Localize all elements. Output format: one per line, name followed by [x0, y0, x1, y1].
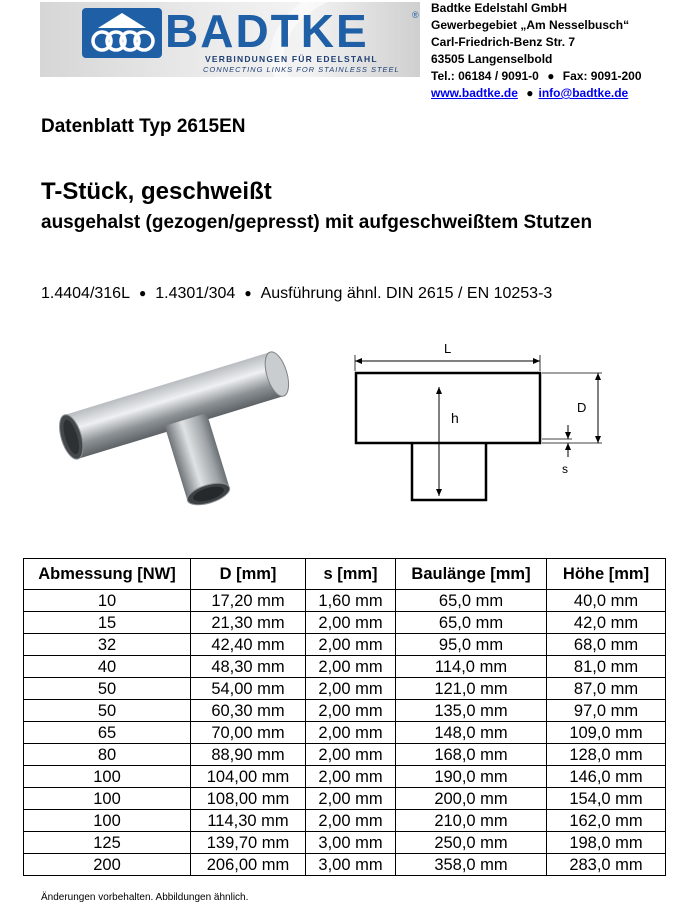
cell-diameter: 54,00 mm — [191, 678, 306, 700]
cell-size: 65 — [24, 722, 191, 744]
dimension-label-h: h — [451, 410, 459, 426]
dimension-label-L: L — [444, 341, 452, 356]
cell-wall: 2,00 mm — [306, 656, 396, 678]
cell-length: 65,0 mm — [396, 612, 547, 634]
table-row — [24, 810, 666, 832]
page-subtitle: ausgehalst (gezogen/gepresst) mit aufgeschweißtem Stutzen — [41, 212, 593, 233]
company-street1: Gewerbegebiet „Am Nesselbusch“ — [431, 18, 630, 32]
table-row — [24, 744, 666, 766]
col-header-length: Baulänge [mm] — [396, 559, 547, 590]
company-address — [431, 0, 642, 102]
footer-note: Änderungen vorbehalten. Abbildungen ähnlich. — [41, 892, 249, 903]
cell-diameter: 21,30 mm — [191, 612, 306, 634]
cell-length: 200,0 mm — [396, 788, 547, 810]
logo-brand-name: BADTKE — [165, 5, 369, 57]
materials-line — [41, 285, 552, 303]
table-row — [24, 788, 666, 810]
material-1: 1.4404/316L — [41, 285, 130, 302]
cell-diameter: 114,30 mm — [191, 810, 306, 832]
cell-length: 121,0 mm — [396, 678, 547, 700]
cell-size: 80 — [24, 744, 191, 766]
table-row — [24, 590, 666, 612]
cell-height: 97,0 mm — [547, 700, 666, 722]
cell-length: 95,0 mm — [396, 634, 547, 656]
cell-wall: 1,60 mm — [306, 590, 396, 612]
material-2: 1.4301/304 — [155, 285, 236, 302]
cell-diameter: 70,00 mm — [191, 722, 306, 744]
table-row — [24, 678, 666, 700]
cell-length: 190,0 mm — [396, 766, 547, 788]
cell-size: 200 — [24, 854, 191, 876]
cell-diameter: 139,70 mm — [191, 832, 306, 854]
logo-tagline-de: VERBINDUNGEN FÜR EDELSTAHL — [205, 54, 378, 64]
table-header-row — [24, 559, 666, 590]
company-phone: Tel.: 06184 / 9091-0 — [431, 69, 539, 83]
material-standard: Ausführung ähnl. DIN 2615 / EN 10253-3 — [260, 285, 553, 302]
cell-height: 42,0 mm — [547, 612, 666, 634]
bullet-icon: ● — [547, 69, 555, 83]
t-piece-technical-drawing — [340, 333, 610, 508]
cell-length: 358,0 mm — [396, 854, 547, 876]
table-row — [24, 832, 666, 854]
datasheet-type: Datenblatt Typ 2615EN — [41, 116, 246, 137]
cell-size: 100 — [24, 810, 191, 832]
company-street2: Carl-Friedrich-Benz Str. 7 — [431, 35, 576, 49]
cell-wall: 3,00 mm — [306, 832, 396, 854]
cell-size: 100 — [24, 788, 191, 810]
logo-registered-mark: ® — [412, 10, 419, 20]
cell-height: 162,0 mm — [547, 810, 666, 832]
cell-wall: 2,00 mm — [306, 766, 396, 788]
bullet-icon: ● — [244, 286, 252, 300]
table-row — [24, 700, 666, 722]
cell-length: 168,0 mm — [396, 744, 547, 766]
dimension-label-s: s — [562, 462, 568, 476]
cell-wall: 2,00 mm — [306, 744, 396, 766]
cell-height: 109,0 mm — [547, 722, 666, 744]
cell-size: 100 — [24, 766, 191, 788]
cell-size: 32 — [24, 634, 191, 656]
table-row — [24, 656, 666, 678]
cell-height: 87,0 mm — [547, 678, 666, 700]
cell-size: 10 — [24, 590, 191, 612]
cell-diameter: 88,90 mm — [191, 744, 306, 766]
cell-length: 210,0 mm — [396, 810, 547, 832]
table-row — [24, 612, 666, 634]
cell-diameter: 42,40 mm — [191, 634, 306, 656]
cell-height: 283,0 mm — [547, 854, 666, 876]
table-row — [24, 722, 666, 744]
cell-wall: 2,00 mm — [306, 722, 396, 744]
cell-wall: 2,00 mm — [306, 634, 396, 656]
col-header-wall: s [mm] — [306, 559, 396, 590]
cell-height: 68,0 mm — [547, 634, 666, 656]
cell-length: 65,0 mm — [396, 590, 547, 612]
spec-table — [23, 558, 666, 876]
cell-wall: 2,00 mm — [306, 700, 396, 722]
interlocking-rings-logo-icon — [82, 8, 162, 58]
bullet-icon: ● — [526, 86, 534, 100]
cell-diameter: 206,00 mm — [191, 854, 306, 876]
cell-length: 148,0 mm — [396, 722, 547, 744]
table-row — [24, 854, 666, 876]
col-header-height: Höhe [mm] — [547, 559, 666, 590]
company-fax: Fax: 9091-200 — [562, 69, 642, 83]
cell-diameter: 104,00 mm — [191, 766, 306, 788]
cell-size: 50 — [24, 678, 191, 700]
company-contact — [431, 68, 642, 85]
cell-height: 146,0 mm — [547, 766, 666, 788]
cell-size: 50 — [24, 700, 191, 722]
cell-height: 128,0 mm — [547, 744, 666, 766]
cell-diameter: 48,30 mm — [191, 656, 306, 678]
company-city: 63505 Langenselbold — [431, 52, 553, 66]
cell-wall: 2,00 mm — [306, 788, 396, 810]
cell-height: 198,0 mm — [547, 832, 666, 854]
cell-wall: 2,00 mm — [306, 612, 396, 634]
email-link[interactable]: info@badtke.de — [538, 86, 629, 100]
cell-length: 135,0 mm — [396, 700, 547, 722]
cell-size: 40 — [24, 656, 191, 678]
cell-size: 125 — [24, 832, 191, 854]
t-piece-photo — [45, 330, 300, 520]
cell-length: 114,0 mm — [396, 656, 547, 678]
cell-height: 81,0 mm — [547, 656, 666, 678]
cell-wall: 2,00 mm — [306, 810, 396, 832]
cell-diameter: 60,30 mm — [191, 700, 306, 722]
cell-size: 15 — [24, 612, 191, 634]
logo-banner — [40, 2, 420, 77]
cell-height: 154,0 mm — [547, 788, 666, 810]
spec-table-body — [24, 590, 666, 876]
col-header-size: Abmessung [NW] — [24, 559, 191, 590]
cell-length: 250,0 mm — [396, 832, 547, 854]
table-row — [24, 634, 666, 656]
logo-tagline-en: CONNECTING LINKS FOR STAINLESS STEEL — [203, 65, 400, 74]
cell-diameter: 17,20 mm — [191, 590, 306, 612]
website-link[interactable]: www.badtke.de — [431, 86, 518, 100]
cell-wall: 2,00 mm — [306, 678, 396, 700]
cell-height: 40,0 mm — [547, 590, 666, 612]
cell-diameter: 108,00 mm — [191, 788, 306, 810]
bullet-icon: ● — [138, 286, 147, 300]
table-row — [24, 766, 666, 788]
col-header-diameter: D [mm] — [191, 559, 306, 590]
page-title: T-Stück, geschweißt — [41, 178, 272, 205]
company-name: Badtke Edelstahl GmbH — [431, 1, 568, 15]
dimension-label-D: D — [577, 400, 587, 415]
cell-wall: 3,00 mm — [306, 854, 396, 876]
company-links — [431, 85, 642, 102]
